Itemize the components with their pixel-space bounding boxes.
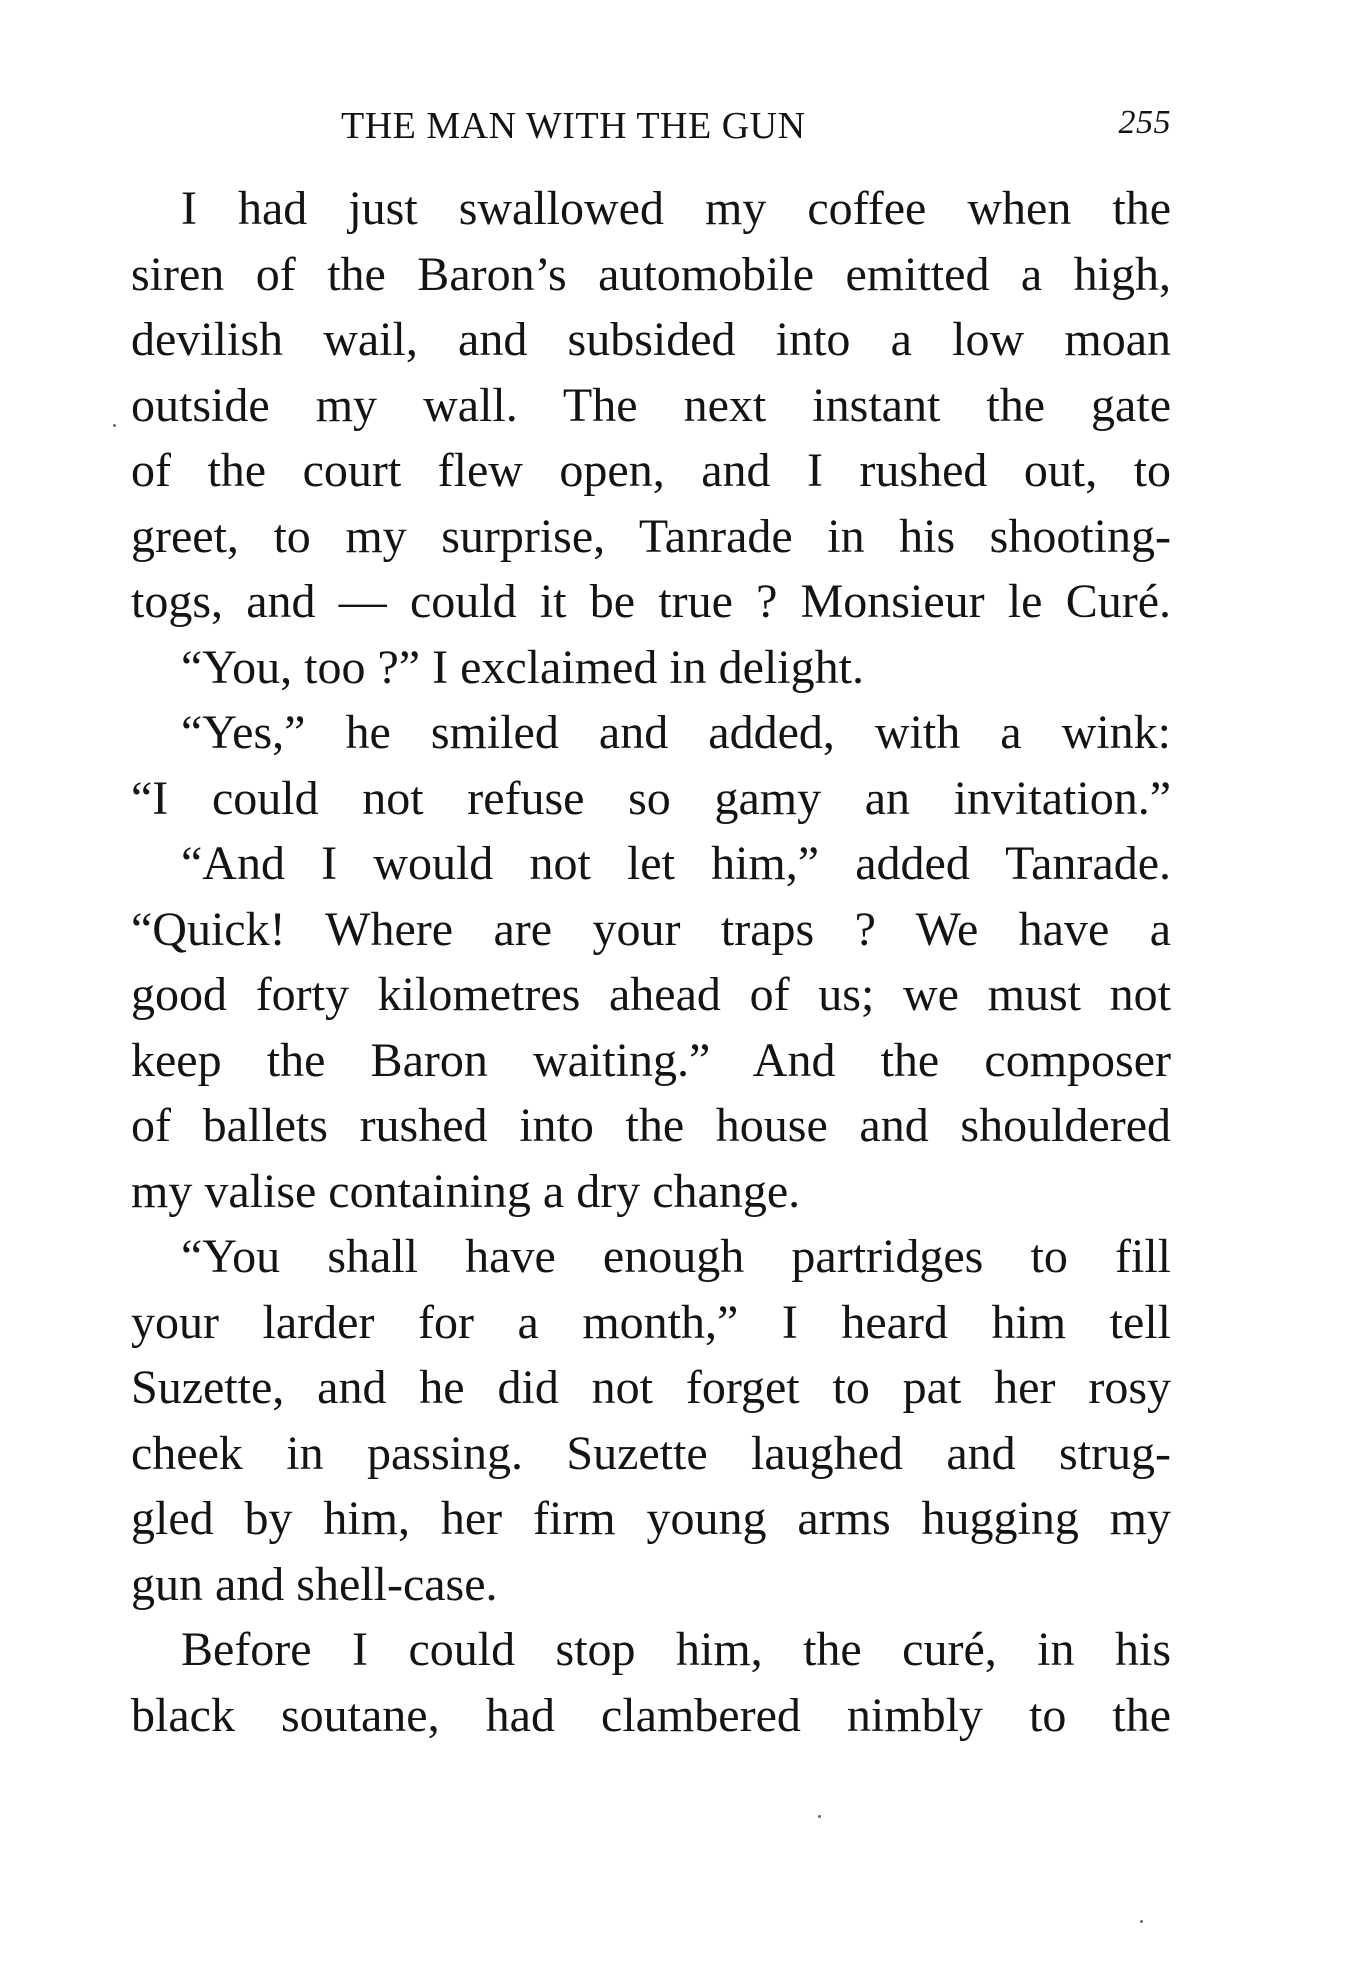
text-line: black soutane, had clambered nimbly to the (131, 1688, 1171, 1742)
text-line: Suzette, and he did not forget to pat her rosy (131, 1361, 1171, 1414)
paragraph (131, 1617, 1171, 1748)
text-line: siren of the Baron’s automobile emitted a high, (131, 247, 1171, 301)
paragraph (131, 831, 1171, 1224)
running-title: THE MAN WITH THE GUN (341, 105, 806, 147)
paper-speck (818, 1815, 821, 1818)
paragraph (131, 635, 1171, 701)
paper-speck (113, 424, 116, 427)
text-line: “You, too ?” I exclaimed in delight. (181, 640, 864, 694)
paragraph (131, 176, 1171, 635)
text-line: devilish wail, and subsided into a low moan (131, 313, 1171, 366)
body-text (131, 176, 1171, 1748)
text-line: outside my wall. The next instant the gate (131, 378, 1171, 432)
text-line: “Quick! Where are your traps ? We have a (131, 902, 1171, 956)
text-line: keep the Baron waiting.” And the composer (131, 1033, 1171, 1087)
text-line: togs, and — could it be true ? Monsieur le Curé. (131, 575, 1171, 628)
running-head (131, 104, 1171, 156)
page-number: 255 (1118, 104, 1171, 141)
text-line: good forty kilometres ahead of us; we must not (131, 968, 1171, 1021)
paragraph (131, 700, 1171, 831)
text-line: cheek in passing. Suzette laughed and strug- (131, 1426, 1171, 1480)
text-line: Before I could stop him, the curé, in his (181, 1623, 1171, 1676)
text-line: “And I would not let him,” added Tanrade. (181, 837, 1171, 890)
text-line: my valise containing a dry change. (131, 1164, 801, 1218)
text-line: gled by him, her firm young arms hugging my (131, 1492, 1171, 1545)
text-line: “Yes,” he smiled and added, with a wink: (181, 706, 1171, 759)
text-line: I had just swallowed my coffee when the (181, 182, 1171, 235)
paragraph (131, 1224, 1171, 1617)
text-line: “You shall have enough partridges to fill (181, 1230, 1171, 1283)
text-line: your larder for a month,” I heard him tell (131, 1295, 1171, 1349)
text-line: greet, to my surprise, Tanrade in his shooting- (131, 509, 1171, 563)
text-line: “I could not refuse so gamy an invitation.” (131, 771, 1171, 825)
text-line: of ballets rushed into the house and shouldered (131, 1099, 1171, 1152)
text-line: gun and shell-case. (131, 1557, 498, 1611)
text-line: of the court flew open, and I rushed out, to (131, 444, 1171, 497)
paper-speck (1140, 1920, 1143, 1923)
